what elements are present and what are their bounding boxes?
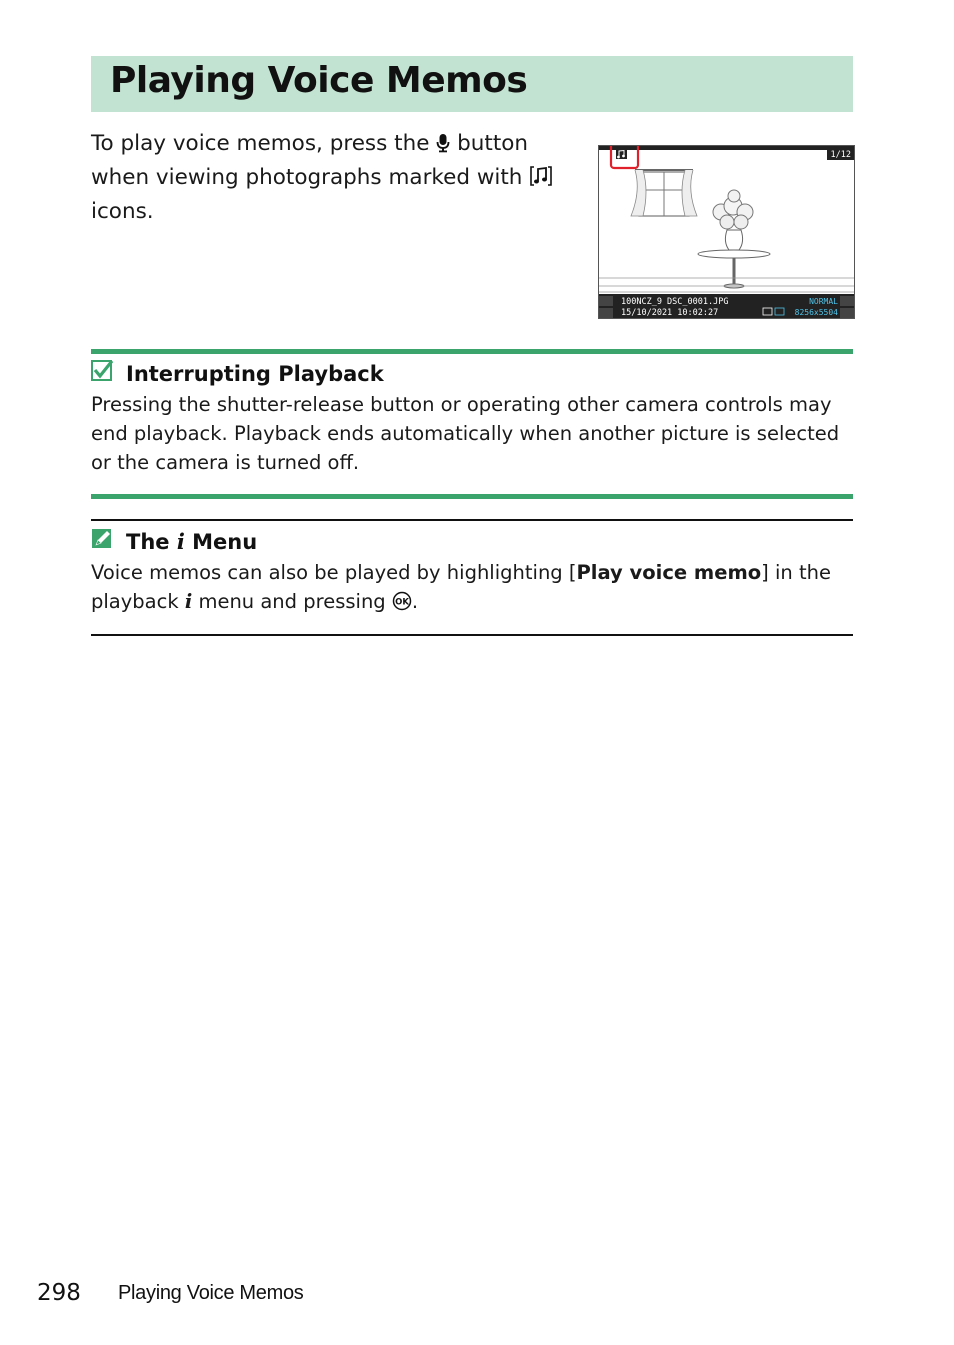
i-menu-glyph: i [176, 528, 185, 554]
page-number: 298 [37, 1280, 81, 1306]
body-text-2: ] in the playback [91, 561, 831, 613]
note-i-menu-heading [91, 527, 257, 556]
footer-section-title: Playing Voice Memos [118, 1282, 304, 1304]
screen-frame-counter: 1/12 [830, 150, 851, 160]
page-title-banner [91, 56, 853, 112]
i-menu-glyph-inline: i [184, 590, 193, 613]
voice-memo-icon [529, 165, 553, 196]
heading-suffix: Menu [184, 529, 258, 554]
note-i-menu-body [91, 558, 853, 619]
intro-paragraph [91, 128, 571, 227]
intro-text-2: button when viewing photographs marked with [91, 131, 530, 190]
pencil-icon [91, 527, 114, 556]
screen-size: 8256x5504 [794, 308, 838, 317]
note-interrupting-bottom-rule [91, 494, 853, 499]
note-interrupting-top-rule [91, 349, 853, 354]
heading-prefix: The [126, 529, 177, 554]
intro-text-3: icons. [91, 199, 154, 224]
intro-text-1: To play voice memos, press the [91, 131, 437, 156]
window-illustration [631, 170, 697, 216]
screen-datetime: 15/10/2021 10:02:27 [621, 308, 719, 318]
note-i-menu-top-rule [91, 519, 853, 521]
note-interrupting-body: Pressing the shutter-release button or operating other camera controls may end playback. Playback ends automatically when another picture is selected or the camera is turned off. [91, 393, 840, 474]
note-i-menu-title [126, 528, 257, 556]
svg-text:OK: OK [394, 597, 409, 608]
note-i-menu-bottom-rule [91, 634, 853, 636]
ok-button-icon [392, 590, 412, 619]
note-interrupting-heading [91, 359, 384, 388]
check-icon [91, 359, 114, 388]
body-text-3: menu and pressing [192, 590, 392, 613]
play-voice-memo-label: Play voice memo [576, 561, 762, 584]
microphone-icon [436, 131, 450, 162]
body-text-1: Voice memos can also be played by highlighting [ [91, 561, 577, 584]
screen-quality: NORMAL [809, 297, 838, 306]
body-text-4: . [411, 590, 419, 613]
screen-folder-file: 100NCZ_9 DSC_0001.JPG [621, 297, 729, 307]
camera-playback-screen [598, 145, 855, 319]
page-title: Playing Voice Memos [110, 60, 528, 101]
note-interrupting-title: Interrupting Playback [126, 361, 384, 386]
